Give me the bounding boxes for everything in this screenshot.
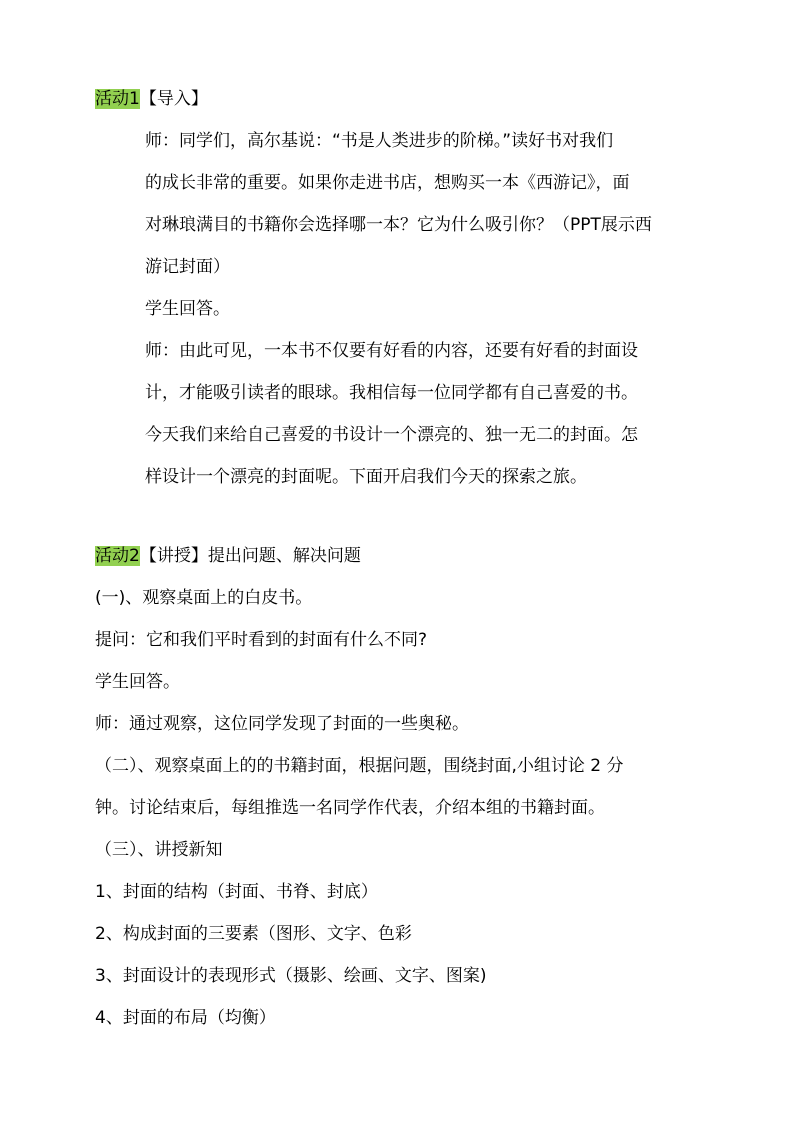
activity1-paragraph2-line: 样设计一个漂亮的封面呢。下面开启我们今天的探索之旅。 <box>145 467 587 487</box>
activity2-line: （二）、观察桌面上的的书籍封面，根据问题，围绕封面,小组讨论 2 分 <box>95 756 624 776</box>
activity2-line: (一)、观察桌面上的白皮书。 <box>95 588 313 608</box>
activity1-label: 活动 <box>95 89 129 109</box>
activity2-line: 提问：它和我们平时看到的封面有什么不同? <box>95 630 428 650</box>
activity2-line: 钟。讨论结束后，每组推选一名同学作代表，介绍本组的书籍封面。 <box>95 798 605 818</box>
activity2-line: 3、封面设计的表现形式（摄影、绘画、文字、图案) <box>95 966 487 986</box>
activity2-title: 【讲授】提出问题、解决问题 <box>139 546 361 566</box>
activity1-heading <box>95 88 208 110</box>
activity2-line: 2、构成封面的三要素（图形、文字、色彩 <box>95 924 412 944</box>
activity2-line: 学生回答。 <box>95 672 180 692</box>
activity2-number: 2 <box>129 546 140 566</box>
activity2-label: 活动 <box>95 546 129 566</box>
activity1-paragraph1-line: 师：同学们，高尔基说：“书是人类进步的阶梯。”读好书对我们 <box>145 131 614 151</box>
activity1-paragraph2-line: 今天我们来给自己喜爱的书设计一个漂亮的、独一无二的封面。怎 <box>145 425 638 445</box>
activity2-line: （三）、讲授新知 <box>95 840 223 860</box>
activity2-line: 师：通过观察，这位同学发现了封面的一些奥秘。 <box>95 714 469 734</box>
activity1-number: 1 <box>129 89 140 109</box>
activity2-line: 4、封面的布局（均衡） <box>95 1008 276 1028</box>
activity2-heading <box>95 545 361 567</box>
activity1-title: 【导入】 <box>139 89 208 109</box>
activity1-paragraph2-line: 师：由此可见，一本书不仅要有好看的内容，还要有好看的封面设 <box>145 341 638 361</box>
activity1-paragraph1-line: 游记封面） <box>145 257 230 277</box>
activity1-answer: 学生回答。 <box>145 299 230 319</box>
activity1-paragraph1-line: 的成长非常的重要。如果你走进书店，想购买一本《西游记》，面 <box>145 173 630 193</box>
activity1-paragraph1-line: 对琳琅满目的书籍你会选择哪一本？它为什么吸引你？（PPT展示西 <box>145 215 652 235</box>
activity1-paragraph2-line: 计，才能吸引读者的眼球。我相信每一位同学都有自己喜爱的书。 <box>145 383 638 403</box>
activity2-line: 1、封面的结构（封面、书脊、封底） <box>95 882 378 902</box>
